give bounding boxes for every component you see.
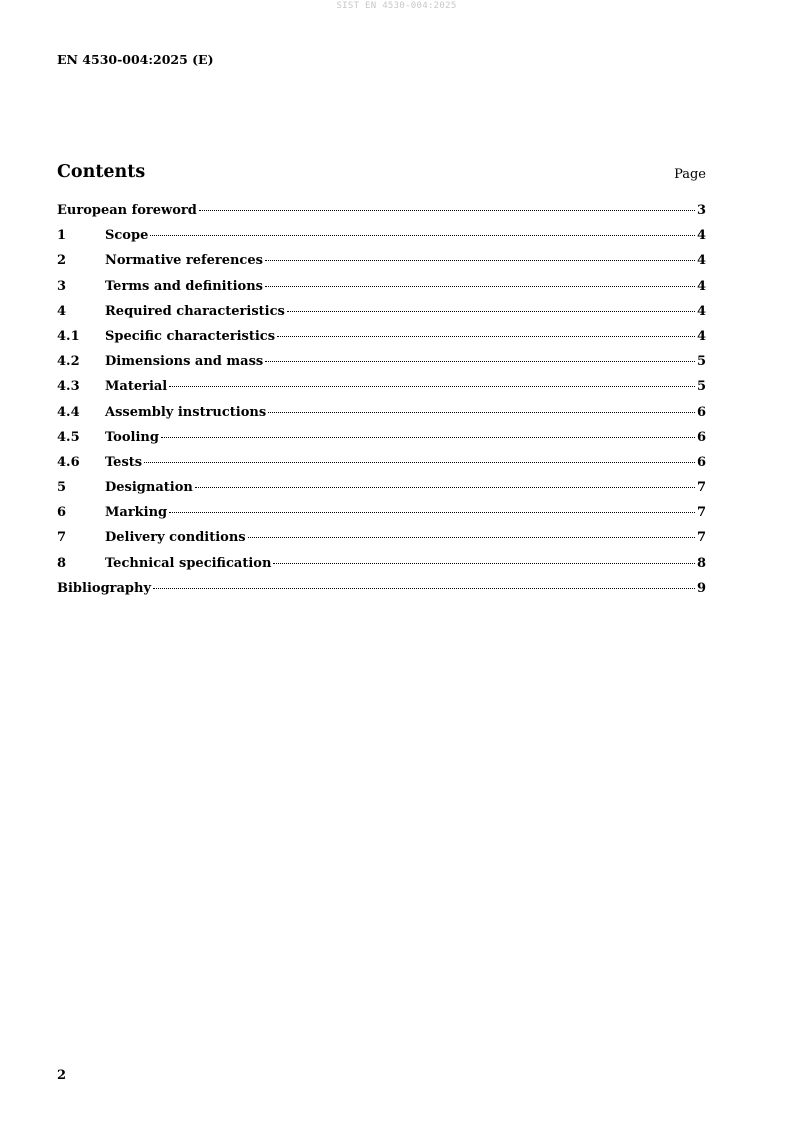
toc-leader-dots [161, 437, 695, 438]
toc-entry-normative-references[interactable] [57, 253, 706, 278]
toc-entry-technical-specification[interactable] [57, 556, 706, 581]
toc-leader-dots [273, 563, 695, 564]
toc-entry-label: Delivery conditions [105, 530, 246, 546]
toc-entry-bibliography[interactable] [57, 581, 706, 606]
toc-entry-number: 4.6 [57, 454, 80, 470]
toc-entry-page: 4 [696, 278, 706, 294]
toc-entry-number: 4.2 [57, 354, 80, 370]
contents-header [57, 162, 706, 188]
document-id: EN 4530-004:2025 (E) [57, 52, 214, 67]
toc-entry-label: Tests [105, 454, 143, 470]
toc-entry-number: 6 [57, 505, 67, 521]
toc-entry-label: Material [105, 379, 168, 395]
toc-leader-dots [265, 361, 695, 362]
toc-leader-dots [169, 386, 695, 387]
toc-entry-label: Designation [105, 480, 193, 496]
toc-leader-dots [277, 336, 695, 337]
toc-entry-label: Marking [105, 505, 168, 521]
toc-leader-dots [199, 210, 695, 211]
toc-entry-number: 2 [57, 253, 67, 269]
toc-entry-terms-and-definitions[interactable] [57, 279, 706, 304]
toc-entry-page: 6 [696, 454, 706, 470]
toc-entry-specific-characteristics[interactable] [57, 329, 706, 354]
toc-entry-tests[interactable] [57, 455, 706, 480]
toc-entry-number: 8 [57, 555, 67, 571]
toc-leader-dots [195, 487, 695, 488]
toc-entry-number: 4 [57, 303, 67, 319]
toc-entry-page: 4 [696, 303, 706, 319]
toc-entry-page: 7 [696, 505, 706, 521]
toc-entry-label: Terms and definitions [105, 278, 263, 294]
toc-entry-marking[interactable] [57, 505, 706, 530]
toc-entry-label: Bibliography [57, 580, 152, 596]
toc-entry-number: 4.5 [57, 429, 80, 445]
toc-entry-label: Tooling [105, 429, 159, 445]
toc-entry-number: 4.1 [57, 328, 80, 344]
toc-entry-european-foreword[interactable] [57, 203, 706, 228]
toc-entry-page: 7 [696, 480, 706, 496]
watermark: SIST EN 4530-004:2025 [336, 1, 457, 11]
page-number: 2 [57, 1068, 67, 1083]
toc-entry-tooling[interactable] [57, 430, 706, 455]
toc-entry-number: 1 [57, 228, 67, 244]
toc-entry-number: 5 [57, 480, 67, 496]
toc-entry-page: 6 [696, 429, 706, 445]
toc-entry-required-characteristics[interactable] [57, 304, 706, 329]
toc-entry-label: Dimensions and mass [105, 354, 264, 370]
toc-entry-delivery-conditions[interactable] [57, 530, 706, 555]
toc-leader-dots [169, 512, 695, 513]
toc-entry-page: 4 [696, 253, 706, 269]
table-of-contents [57, 203, 706, 606]
toc-entry-page: 5 [696, 379, 706, 395]
toc-entry-page: 8 [696, 555, 706, 571]
toc-leader-dots [265, 260, 695, 261]
toc-entry-label: Normative references [105, 253, 263, 269]
toc-entry-designation[interactable] [57, 480, 706, 505]
toc-entry-page: 4 [696, 328, 706, 344]
toc-entry-page: 4 [696, 228, 706, 244]
toc-entry-label: Scope [105, 228, 149, 244]
toc-entry-label: Assembly instructions [105, 404, 267, 420]
toc-entry-label: Technical specification [105, 555, 272, 571]
toc-leader-dots [153, 588, 695, 589]
toc-entry-page: 9 [696, 580, 706, 596]
toc-entry-number: 4.4 [57, 404, 80, 420]
toc-entry-dimensions-and-mass[interactable] [57, 354, 706, 379]
toc-entry-label: European foreword [57, 203, 197, 218]
toc-leader-dots [248, 537, 695, 538]
toc-leader-dots [144, 462, 695, 463]
toc-entry-material[interactable] [57, 379, 706, 404]
toc-entry-number: 3 [57, 278, 67, 294]
toc-leader-dots [287, 311, 695, 312]
toc-entry-assembly-instructions[interactable] [57, 405, 706, 430]
toc-entry-number: 7 [57, 530, 67, 546]
toc-entry-scope[interactable] [57, 228, 706, 253]
toc-entry-page: 3 [696, 203, 706, 218]
toc-entry-page: 5 [696, 354, 706, 370]
toc-leader-dots [265, 286, 695, 287]
page-column-label: Page [674, 167, 706, 182]
toc-leader-dots [268, 412, 695, 413]
contents-title: Contents [57, 162, 146, 182]
toc-entry-page: 6 [696, 404, 706, 420]
toc-entry-label: Specific characteristics [105, 328, 276, 344]
toc-leader-dots [150, 235, 695, 236]
toc-entry-number: 4.3 [57, 379, 80, 395]
toc-entry-page: 7 [696, 530, 706, 546]
toc-entry-label: Required characteristics [105, 303, 285, 319]
